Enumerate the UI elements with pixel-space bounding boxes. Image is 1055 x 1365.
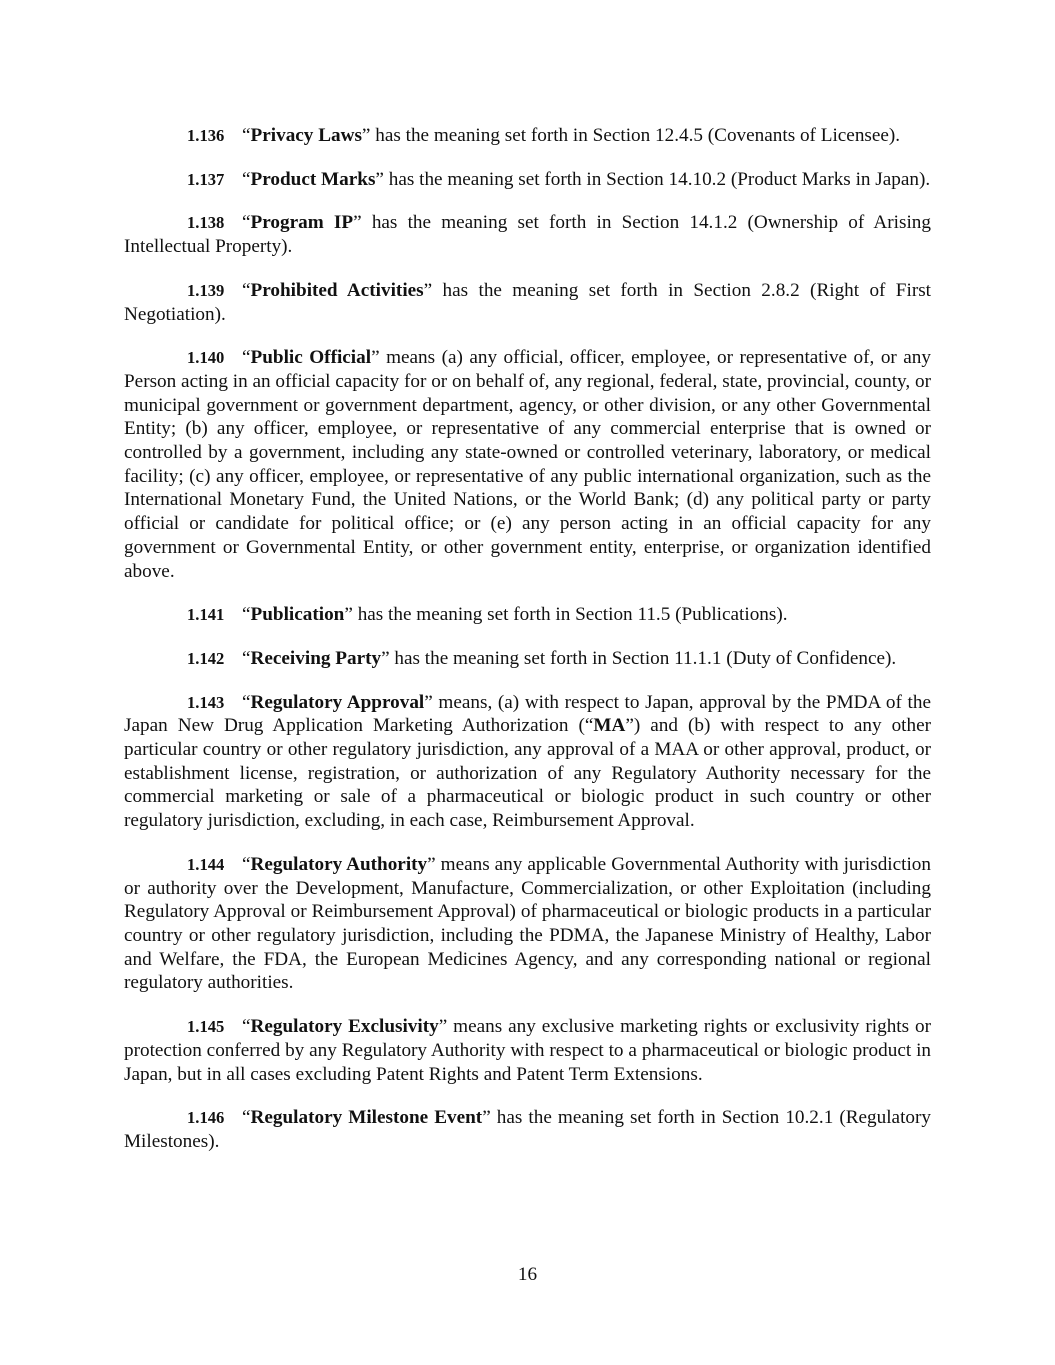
section-number: 1.140 bbox=[187, 348, 225, 368]
definition-text: means, (a) with respect to Japan, approval by the PMDA of the Japan New Drug Application Marketing Authorization (“ bbox=[124, 691, 931, 737]
defined-term: Regulatory Authority bbox=[250, 853, 428, 875]
defined-term: Receiving Party bbox=[250, 647, 382, 669]
definition-1-146: 1.146 “Regulatory Milestone Event” has the meaning set forth in Section 10.2.1 (Regulatory Milestones). bbox=[124, 1107, 931, 1152]
defined-term: Program IP bbox=[250, 212, 354, 234]
defined-term: Regulatory Exclusivity bbox=[250, 1016, 439, 1038]
definition-text: has the meaning set forth in Section 2.8.2 (Right of First Negotiation). bbox=[124, 279, 932, 325]
definition-text: has the meaning set forth in Section 12.4.5 (Covenants of Licensee). bbox=[370, 125, 901, 146]
definition-text: has the meaning set forth in Section 14.10.2 (Product Marks in Japan). bbox=[383, 168, 931, 190]
definition-text: has the meaning set forth in Section 11.5 (Publications). bbox=[352, 604, 788, 626]
definition-text: means any applicable Governmental Authority with jurisdiction or authority over the Development, Manufacture, Commercialization, or other Exploitation (including Regulatory Approval or Reimbursement Approval) of pharmaceutical or biologic products in a particular country or other regulatory jurisdiction, including the PDMA, the Japanese Ministry of Healthy, Labor and Welfare, the FDA, the European Medicines Agency, and any corresponding national or regional regulatory authorities. bbox=[124, 853, 931, 994]
definition-1-138: 1.138 “Program IP” has the meaning set forth in Section 14.1.2 (Ownership of Arising Intellectual Property). bbox=[124, 212, 931, 258]
definition-1-144: 1.144 “Regulatory Authority” means any applicable Governmental Authority with jurisdiction or authority over the Development, Manufacture, Commercialization, or other Exploitation (including Regulatory Approval or Reimbursement Approval) of pharmaceutical or biologic products in a particular country or other regulatory jurisdiction, including the PDMA, the Japanese Ministry of Healthy, Labor and Welfare, the FDA, the European Medicines Agency, and any corresponding national or regional regulatory authorities. bbox=[124, 853, 931, 994]
section-number: 1.145 bbox=[187, 1017, 225, 1037]
definition-text: has the meaning set forth in Section 10.2.1 (Regulatory Milestones). bbox=[124, 1107, 931, 1152]
definition-text: means (a) any official, officer, employee, or representative of, or any Person acting in an official capacity for or on behalf of, any regional, federal, state, provincial, county, or municipal government or government department, agency, or other division, or any other Governmental Entity; (b) any officer, employee, or representative of any commercial enterprise that is owned or controlled by a government, including any state-owned or controlled veterinary, laboratory, or medical facility; (c) any officer, employee, or representative of any public international organization, such as the International Monetary Fund, the United Nations, or the World Bank; (d) any political party or party official or candidate for political office; or (e) any person acting in an official capacity for any government or Governmental Entity, or other government entity, enterprise, or organization identified above. bbox=[124, 347, 931, 582]
definition-1-145: 1.145 “Regulatory Exclusivity” means any exclusive marketing rights or exclusivity rights or protection conferred by any Regulatory Authority with respect to a pharmaceutical or biologic product in Japan, but in all cases excluding Patent Rights and Patent Term Extensions. bbox=[124, 1016, 931, 1085]
section-number: 1.141 bbox=[187, 605, 225, 625]
definition-1-142: 1.142 “Receiving Party” has the meaning set forth in Section 11.1.1 (Duty of Confidence). bbox=[187, 647, 897, 669]
defined-term: Product Marks bbox=[250, 168, 376, 190]
document-page bbox=[124, 124, 931, 1174]
definition-1-136: 1.136 “Privacy Laws” has the meaning set forth in Section 12.4.5 (Covenants of Licensee). bbox=[187, 125, 901, 146]
definition-text: means any exclusive marketing rights or exclusivity rights or protection conferred by any Regulatory Authority with respect to a pharmaceutical or biologic product in Japan, but in all cases excluding Patent Rights and Patent Term Extensions. bbox=[124, 1016, 931, 1085]
definition-1-143: 1.143 “Regulatory Approval” means, (a) with respect to Japan, approval by the PMDA of the Japan New Drug Application Marketing Authorization (“MA”) and (b) with respect to any other particular country or other regulatory jurisdiction, any approval of a MAA or other approval, product, or establishment license, registration, or authorization of any Regulatory Authority necessary for the commercial marketing or sale of a pharmaceutical or biologic product in such country or other regulatory jurisdiction, excluding, in each case, Reimbursement Approval. bbox=[124, 691, 931, 832]
definition-1-139: 1.139 “Prohibited Activities” has the meaning set forth in Section 2.8.2 (Right of First Negotiation). bbox=[124, 279, 932, 325]
defined-term: Prohibited Activities bbox=[250, 279, 424, 301]
page-number: 16 bbox=[517, 1264, 538, 1285]
defined-term: Regulatory Approval bbox=[250, 691, 425, 713]
defined-term: Public Official bbox=[250, 347, 372, 369]
section-number: 1.144 bbox=[187, 854, 225, 874]
section-number: 1.138 bbox=[187, 213, 225, 233]
defined-term: Regulatory Milestone Event bbox=[250, 1107, 483, 1129]
definition-1-141: 1.141 “Publication” has the meaning set forth in Section 11.5 (Publications). bbox=[187, 604, 788, 626]
defined-term-inner: MA bbox=[593, 715, 626, 737]
definition-text: has the meaning set forth in Section 11.1.1 (Duty of Confidence). bbox=[389, 647, 897, 669]
section-number: 1.136 bbox=[187, 126, 225, 145]
section-number: 1.142 bbox=[187, 648, 225, 668]
definition-text-after: ”) and (b) with respect to any other particular country or other regulatory jurisdiction, any approval of a MAA or other approval, product, or establishment license, registration, or authorization of any Regulatory Authority necessary for the commercial marketing or sale of a pharmaceutical or biologic product in such country or other regulatory jurisdiction, excluding, in each case, Reimbursement Approval. bbox=[124, 715, 931, 832]
definition-text: has the meaning set forth in Section 14.1.2 (Ownership of Arising Intellectual Property). bbox=[124, 212, 931, 258]
definition-1-137: 1.137 “Product Marks” has the meaning set forth in Section 14.10.2 (Product Marks in Japan). bbox=[187, 168, 931, 190]
section-number: 1.139 bbox=[187, 280, 225, 300]
definition-1-140: 1.140 “Public Official” means (a) any official, officer, employee, or representative of, or any Person acting in an official capacity for or on behalf of, any regional, federal, state, provincial, county, or municipal government or government department, agency, or other division, or any other Governmental Entity; (b) any officer, employee, or representative of any commercial enterprise that is owned or controlled by a government, including any state-owned or controlled veterinary, laboratory, or medical facility; (c) any officer, employee, or representative of any public international organization, such as the International Monetary Fund, the United Nations, or the World Bank; (d) any political party or party official or candidate for political office; or (e) any person acting in an official capacity for any government or Governmental Entity, or other government entity, enterprise, or organization identified above. bbox=[124, 347, 931, 582]
section-number: 1.146 bbox=[187, 1108, 225, 1128]
section-number: 1.143 bbox=[187, 692, 225, 712]
defined-term: Privacy Laws bbox=[250, 125, 362, 146]
defined-term: Publication bbox=[250, 604, 345, 626]
section-number: 1.137 bbox=[187, 169, 225, 189]
